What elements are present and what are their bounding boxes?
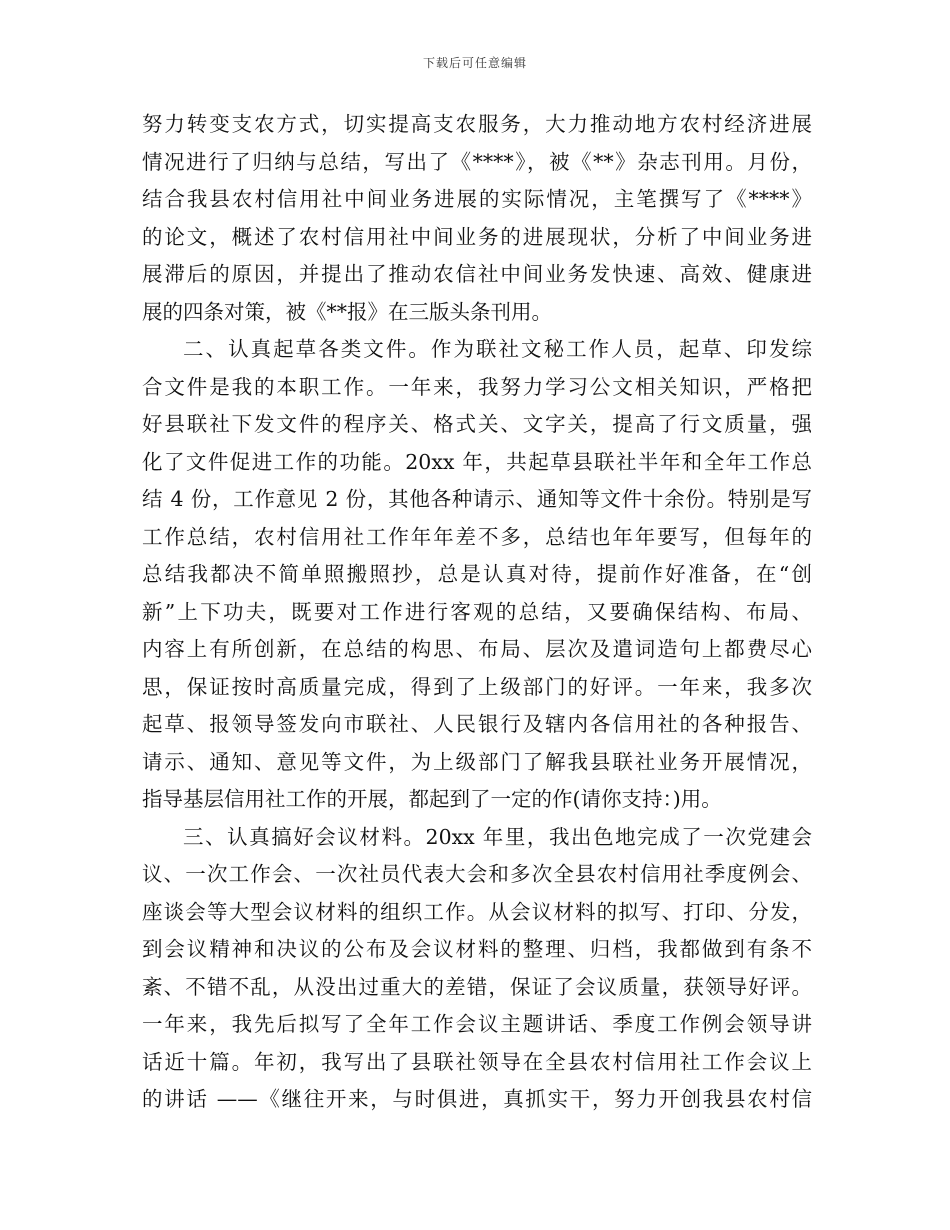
text-line: 二、认真起草各类文件。作为联社文秘工作人员，起草、印发综 — [183, 337, 812, 361]
text-line: 指导基层信用社工作的开展，都起到了一定的作(请你支持：)用。 — [142, 787, 722, 811]
text-line: 新”上下功夫，既要对工作进行客观的总结，又要确保结构、布局、 — [142, 599, 812, 624]
text-line: 合文件是我的本职工作。一年来，我努力学习公文相关知识，严格把 — [142, 374, 812, 399]
text-line: 一年来，我先后拟写了全年工作会议主题讲话、季度工作例会领导讲 — [142, 1012, 812, 1036]
text-line: 三、认真搞好会议材料。20xx 年里，我出色地完成了一次党建会 — [183, 824, 812, 849]
text-line: 内容上有所创新，在总结的构思、布局、层次及遣词造句上都费尽心 — [142, 637, 812, 661]
text-line: 情况进行了归纳与总结，写出了《****》，被《**》杂志刊用。月份， — [142, 149, 812, 174]
text-line: 起草、报领导签发向市联社、人民银行及辖内各信用社的各种报告、 — [142, 712, 812, 736]
text-line: 工作总结，农村信用社工作年年差不多，总结也年年要写，但每年的 — [142, 524, 812, 549]
text-line: 的论文，概述了农村信用社中间业务的进展现状，分析了中间业务进 — [142, 224, 812, 249]
text-line: 议、一次工作会、一次社员代表大会和多次全县农村信用社季度例会、 — [142, 862, 812, 886]
document-body — [142, 106, 812, 1119]
text-line: 结合我县农村信用社中间业务进展的实际情况，主笔撰写了《****》 — [142, 187, 812, 211]
text-line: 结 4 份，工作意见 2 份，其他各种请示、通知等文件十余份。特别是写 — [142, 487, 812, 511]
text-line: 到会议精神和决议的公布及会议材料的整理、归档，我都做到有条不 — [142, 937, 812, 961]
text-line: 化了文件促进工作的功能。20xx 年，共起草县联社半年和全年工作总 — [142, 449, 812, 474]
text-line: 的讲话 ——《继往开来，与时俱进，真抓实干，努力开创我县农村信 — [142, 1087, 812, 1111]
text-line: 话近十篇。年初，我写出了县联社领导在全县农村信用社工作会议上 — [142, 1049, 812, 1074]
text-line: 好县联社下发文件的程序关、格式关、文字关，提高了行文质量，强 — [142, 412, 812, 436]
text-line: 展的四条对策，被《**报》在三版头条刊用。 — [142, 299, 552, 324]
text-line: 努力转变支农方式，切实提高支农服务，大力推动地方农村经济进展 — [142, 112, 812, 136]
page-header: 下载后可任意编辑 — [422, 56, 527, 70]
text-line: 总结我都决不简单照搬照抄，总是认真对待，提前作好准备，在“创 — [142, 562, 812, 586]
text-line: 展滞后的原因，并提出了推动农信社中间业务发快速、高效、健康进 — [142, 262, 812, 286]
text-line: 紊、不错不乱，从没出过重大的差错，保证了会议质量，获领导好评。 — [142, 974, 812, 999]
text-line: 思，保证按时高质量完成，得到了上级部门的好评。一年来，我多次 — [142, 674, 812, 699]
text-line: 请示、通知、意见等文件，为上级部门了解我县联社业务开展情况， — [142, 749, 812, 774]
text-line: 座谈会等大型会议材料的组织工作。从会议材料的拟写、打印、分发， — [142, 899, 812, 924]
